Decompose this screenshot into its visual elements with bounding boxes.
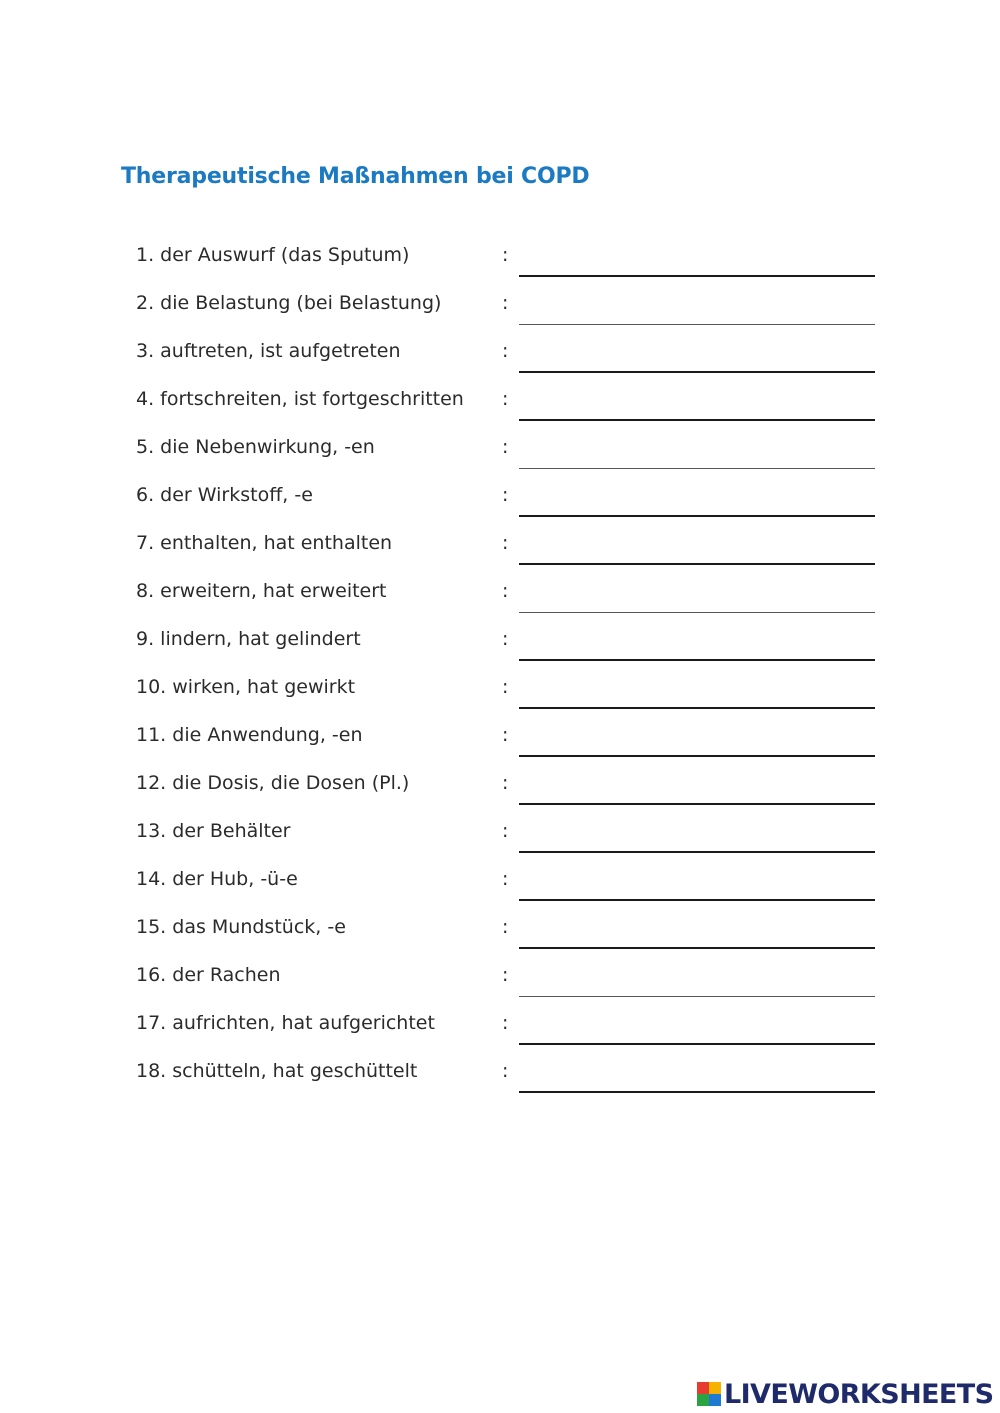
answer-input-5[interactable] xyxy=(519,439,875,469)
colon-separator: : xyxy=(502,868,509,890)
term-label: 18. schütteln, hat geschüttelt xyxy=(136,1060,418,1082)
term-label: 11. die Anwendung, -en xyxy=(136,724,363,746)
answer-input-12[interactable] xyxy=(519,775,875,805)
list-item xyxy=(0,771,1000,819)
answer-input-15[interactable] xyxy=(519,919,875,949)
term-label: 5. die Nebenwirkung, -en xyxy=(136,436,375,458)
colon-separator: : xyxy=(502,532,509,554)
list-item xyxy=(0,483,1000,531)
term-label: 7. enthalten, hat enthalten xyxy=(136,532,393,554)
list-item xyxy=(0,627,1000,675)
term-label: 15. das Mundstück, -e xyxy=(136,916,346,938)
term-label: 3. auftreten, ist aufgetreten xyxy=(136,340,401,362)
answer-input-13[interactable] xyxy=(519,823,875,853)
answer-input-1[interactable] xyxy=(519,247,875,277)
term-label: 10. wirken, hat gewirkt xyxy=(136,676,356,698)
list-item xyxy=(0,243,1000,291)
answer-input-7[interactable] xyxy=(519,535,875,565)
answer-input-11[interactable] xyxy=(519,727,875,757)
colon-separator: : xyxy=(502,772,509,794)
term-label: 2. die Belastung (bei Belastung) xyxy=(136,292,442,314)
term-label: 17. aufrichten, hat aufgerichtet xyxy=(136,1012,435,1034)
colon-separator: : xyxy=(502,724,509,746)
term-label: 8. erweitern, hat erweitert xyxy=(136,580,387,602)
colon-separator: : xyxy=(502,580,509,602)
colon-separator: : xyxy=(502,436,509,458)
list-item xyxy=(0,1011,1000,1059)
colon-separator: : xyxy=(502,916,509,938)
term-label: 4. fortschreiten, ist fortgeschritten xyxy=(136,388,464,410)
list-item xyxy=(0,915,1000,963)
list-item xyxy=(0,531,1000,579)
answer-input-2[interactable] xyxy=(519,295,875,325)
list-item xyxy=(0,675,1000,723)
term-label: 1. der Auswurf (das Sputum) xyxy=(136,244,410,266)
list-item xyxy=(0,723,1000,771)
list-item xyxy=(0,1059,1000,1107)
term-label: 6. der Wirkstoff, -e xyxy=(136,484,313,506)
answer-input-10[interactable] xyxy=(519,679,875,709)
answer-input-8[interactable] xyxy=(519,583,875,613)
list-item xyxy=(0,291,1000,339)
answer-input-18[interactable] xyxy=(519,1063,875,1093)
term-label: 9. lindern, hat gelindert xyxy=(136,628,361,650)
logo-wordmark: LIVEWORKSHEETS xyxy=(724,1378,994,1410)
answer-input-9[interactable] xyxy=(519,631,875,661)
answer-input-3[interactable] xyxy=(519,343,875,373)
colon-separator: : xyxy=(502,484,509,506)
answer-input-14[interactable] xyxy=(519,871,875,901)
answer-input-4[interactable] xyxy=(519,391,875,421)
colon-separator: : xyxy=(502,1060,509,1082)
colon-separator: : xyxy=(502,388,509,410)
colon-separator: : xyxy=(502,628,509,650)
colon-separator: : xyxy=(502,964,509,986)
term-label: 16. der Rachen xyxy=(136,964,281,986)
list-item xyxy=(0,339,1000,387)
worksheet-title: Therapeutische Maßnahmen bei COPD xyxy=(121,164,590,189)
colon-separator: : xyxy=(502,676,509,698)
term-label: 14. der Hub, -ü-e xyxy=(136,868,298,890)
colon-separator: : xyxy=(502,292,509,314)
colon-separator: : xyxy=(502,820,509,842)
list-item xyxy=(0,963,1000,1011)
colon-separator: : xyxy=(502,1012,509,1034)
term-label: 12. die Dosis, die Dosen (Pl.) xyxy=(136,772,410,794)
answer-input-6[interactable] xyxy=(519,487,875,517)
list-item xyxy=(0,435,1000,483)
list-item xyxy=(0,867,1000,915)
answer-input-17[interactable] xyxy=(519,1015,875,1045)
answer-input-16[interactable] xyxy=(519,967,875,997)
list-item xyxy=(0,579,1000,627)
liveworksheets-logo xyxy=(697,1378,993,1410)
list-item xyxy=(0,387,1000,435)
liveworksheets-logo-icon xyxy=(697,1382,721,1406)
list-item xyxy=(0,819,1000,867)
colon-separator: : xyxy=(502,340,509,362)
term-label: 13. der Behälter xyxy=(136,820,291,842)
colon-separator: : xyxy=(502,244,509,266)
